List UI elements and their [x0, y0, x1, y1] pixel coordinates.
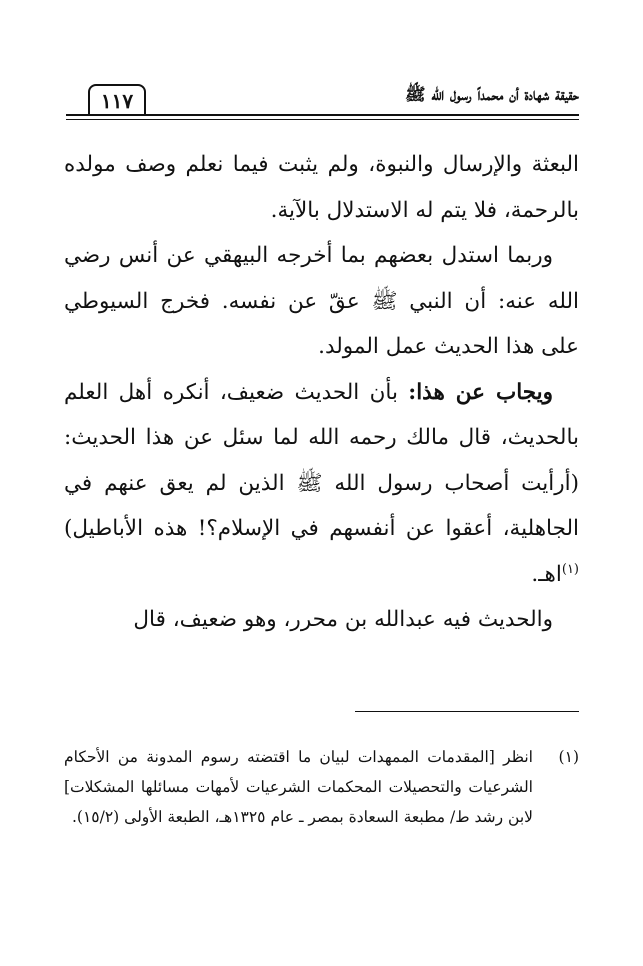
paragraph-3-lead: ويجاب عن هذا: [408, 379, 553, 405]
paragraph-2: وربما استدل بعضهم بما أخرجه البيهقي عن أنس رضي الله عنه: أن النبي ﷺ عقّ عن نفسه. فخرج السيوطي على هذا الحديث عمل المولد. [64, 243, 579, 359]
footnote-text: انظر [المقدمات الممهدات لبيان ما اقتضته رسوم المدونة من الأحكام الشرعيات والتحصيلات المحكمات الشرعيات لأمهات مسائلها المشكلات] لابن رشد ط/ مطبعة السعادة بمصر ـ عام ١٣٢٥هـ، الطبعة الأولى (١٥/٢). [64, 748, 533, 826]
footnotes [64, 742, 579, 832]
footnote-reference[interactable]: (١) [561, 561, 579, 577]
header-rule [66, 114, 579, 116]
footnote-number: (١) [558, 748, 579, 766]
body-text [64, 142, 579, 643]
header-rule-thin [66, 119, 579, 120]
footnote-separator [355, 711, 579, 712]
footnote-item [64, 742, 579, 832]
running-title: حقيقة شهادة أن محمداً رسول الله ﷺ [404, 85, 579, 105]
page-header [66, 80, 579, 124]
paragraph-3 [64, 370, 579, 598]
page-number: ١١٧ [88, 84, 146, 114]
paragraph-1: البعثة والإرسال والنبوة، ولم يثبت فيما نعلم وصف مولده بالرحمة، فلا يتم له الاستدلال بالآية. [64, 152, 579, 223]
paragraph-3-text: بأن الحديث ضعيف، أنكره أهل العلم بالحديث، قال مالك رحمه الله لما سئل عن هذا الحديث: (أرأيت أصحاب رسول الله ﷺ الذين لم يعق عنهم في الجاهلية، أعقوا عن أنفسهم في الإسلام؟! هذه الأباطيل) [64, 379, 579, 541]
paragraph-3-end: اهـ. [531, 561, 562, 587]
paragraph-4: والحديث فيه عبدالله بن محرر، وهو ضعيف، قال [133, 607, 553, 632]
